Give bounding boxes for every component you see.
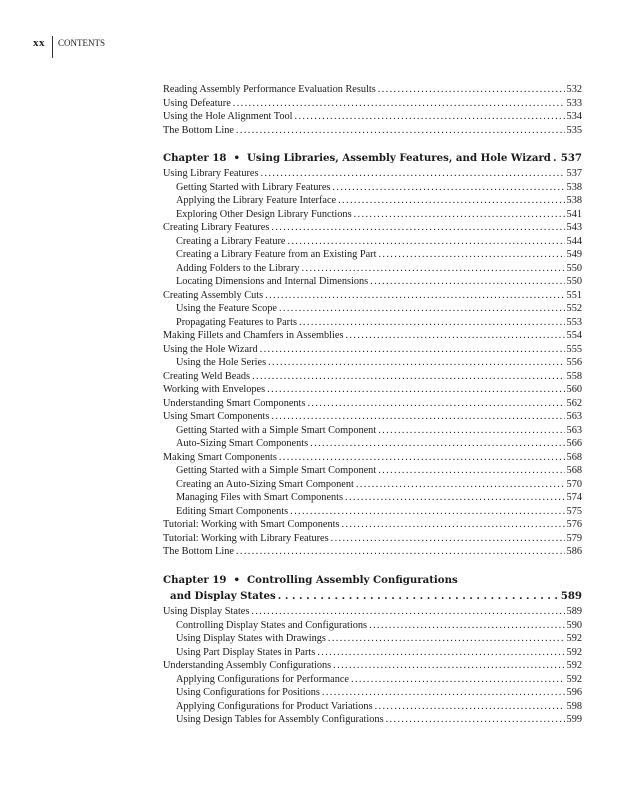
- entry-title: Creating Library Features: [163, 222, 270, 233]
- toc-entry[interactable]: [163, 646, 582, 660]
- toc-entry[interactable]: [163, 410, 582, 424]
- entry-title: Editing Smart Components: [176, 505, 289, 517]
- entry-title: Using Design Tables for Assembly Configurations: [176, 714, 384, 725]
- entry-page: 576: [566, 519, 582, 530]
- toc-entry[interactable]: [163, 451, 582, 465]
- toc-entry[interactable]: [163, 518, 582, 532]
- entry-page: 554: [566, 330, 582, 341]
- entry-title: Making Smart Components: [163, 451, 277, 463]
- dot-leader: [260, 343, 565, 357]
- toc-block-chapter18: [163, 167, 582, 559]
- dot-leader: [279, 451, 565, 465]
- toc-entry[interactable]: [163, 397, 582, 411]
- chapter-label: Chapter 18: [163, 152, 227, 164]
- toc-entry[interactable]: [163, 289, 582, 303]
- entry-page: 533: [566, 97, 582, 109]
- chapter-title-line1: Controlling Assembly Configurations: [247, 574, 458, 586]
- entry-page: 534: [566, 111, 582, 122]
- dot-leader: [356, 478, 565, 492]
- toc-entry[interactable]: [163, 370, 582, 384]
- dot-leader: [290, 505, 564, 519]
- dot-leader: [342, 518, 565, 532]
- entry-title: Creating Weld Beads: [163, 370, 251, 382]
- toc-entry[interactable]: [163, 686, 582, 700]
- entry-page: 563: [566, 424, 582, 436]
- toc-entry[interactable]: [163, 505, 582, 519]
- page-number: xx: [33, 37, 45, 49]
- entry-title: Locating Dimensions and Internal Dimensions: [176, 276, 369, 287]
- entry-page: 555: [566, 343, 582, 355]
- toc-entry[interactable]: [163, 343, 582, 357]
- bullet: •: [233, 574, 241, 586]
- entry-page: 562: [566, 397, 582, 409]
- dot-leader: [553, 150, 559, 166]
- dot-leader: [378, 464, 564, 478]
- entry-title: Getting Started with a Simple Smart Component: [176, 465, 377, 476]
- entry-page: 551: [566, 289, 582, 301]
- toc-entry[interactable]: [163, 659, 582, 673]
- toc-entry[interactable]: [163, 329, 582, 343]
- toc-entry[interactable]: [163, 424, 582, 438]
- entry-title: Exploring Other Design Library Functions: [176, 208, 352, 220]
- dot-leader: [271, 221, 564, 235]
- dot-leader: [302, 262, 565, 276]
- entry-title: Using Configurations for Positions: [176, 687, 320, 698]
- dot-leader: [307, 397, 564, 411]
- dot-leader: [331, 532, 565, 546]
- toc-entry[interactable]: [163, 545, 582, 559]
- entry-title: Applying Configurations for Performance: [176, 673, 350, 685]
- toc-entry[interactable]: [163, 464, 582, 478]
- entry-page: 598: [566, 700, 582, 712]
- entry-title: Applying the Library Feature Interface: [176, 195, 337, 206]
- entry-title: Getting Started with a Simple Smart Component: [176, 424, 377, 436]
- dot-leader: [386, 713, 565, 727]
- entry-page: 590: [566, 619, 582, 631]
- toc-entry[interactable]: [163, 437, 582, 451]
- dot-leader: [251, 605, 564, 619]
- entry-page: 563: [566, 411, 582, 422]
- entry-title: Using the Hole Alignment Tool: [163, 111, 293, 122]
- entry-title: Creating Assembly Cuts: [163, 289, 264, 301]
- entry-page: 570: [566, 478, 582, 490]
- chapter-title: Using Libraries, Assembly Features, and Hole Wizard: [247, 152, 551, 164]
- dot-leader: [310, 437, 564, 451]
- entry-title: Creating a Library Feature: [176, 235, 286, 247]
- toc-entry[interactable]: [163, 605, 582, 619]
- entry-title: Applying Configurations for Product Variations: [176, 700, 373, 712]
- dot-leader: [317, 646, 564, 660]
- entry-page: 535: [566, 124, 582, 136]
- dot-leader: [295, 110, 565, 124]
- entry-title: Understanding Assembly Configurations: [163, 660, 332, 671]
- entry-page: 575: [566, 505, 582, 517]
- entry-title: Managing Files with Smart Components: [176, 492, 344, 503]
- entry-page: 566: [566, 438, 582, 449]
- dot-leader: [233, 97, 565, 111]
- entry-title: Using Display States with Drawings: [176, 633, 326, 644]
- dot-leader: [236, 124, 565, 138]
- entry-title: Using the Hole Wizard: [163, 343, 258, 355]
- entry-title: Using the Feature Scope: [176, 303, 277, 314]
- chapter-page: 589: [560, 590, 582, 602]
- toc-entry[interactable]: [163, 275, 582, 289]
- toc-entry[interactable]: [163, 673, 582, 687]
- entry-title: Adding Folders to the Library: [176, 262, 300, 274]
- entry-title: Tutorial: Working with Smart Components: [163, 519, 340, 530]
- entry-page: 538: [566, 195, 582, 206]
- entry-title: Understanding Smart Components: [163, 397, 306, 409]
- dot-leader: [279, 302, 565, 316]
- toc-entry[interactable]: [163, 356, 582, 370]
- dot-leader: [378, 424, 564, 438]
- entry-title: Using Library Features: [163, 168, 259, 179]
- toc-entry[interactable]: [163, 316, 582, 330]
- entry-page: 550: [566, 276, 582, 287]
- toc-entry[interactable]: [163, 110, 582, 124]
- dot-leader: [299, 316, 565, 330]
- entry-page: 589: [566, 606, 582, 617]
- dot-leader: [378, 83, 565, 97]
- entry-title: Creating a Library Feature from an Existing Part: [176, 249, 377, 260]
- dot-leader: [268, 356, 564, 370]
- entry-page: 592: [566, 646, 582, 658]
- toc-entry[interactable]: [163, 713, 582, 727]
- entry-page: 556: [566, 357, 582, 368]
- entry-title: Creating an Auto-Sizing Smart Component: [176, 478, 354, 490]
- entry-page: 552: [566, 303, 582, 314]
- section-title: CONTENTS: [58, 38, 105, 48]
- entry-title: Getting Started with Library Features: [176, 181, 331, 193]
- toc-entry[interactable]: [163, 478, 582, 492]
- dot-leader: [236, 545, 565, 559]
- entry-title: The Bottom Line: [163, 124, 234, 136]
- toc-entry[interactable]: [163, 383, 582, 397]
- dot-leader: [370, 275, 564, 289]
- dot-leader: [252, 370, 564, 384]
- entry-page: 541: [566, 208, 582, 220]
- toc-entry[interactable]: [163, 97, 582, 111]
- entry-page: 568: [566, 451, 582, 463]
- entry-title: Using the Hole Series: [176, 357, 267, 368]
- entry-page: 592: [566, 633, 582, 644]
- entry-title: Propagating Features to Parts: [176, 316, 297, 328]
- toc-entry[interactable]: [163, 181, 582, 195]
- toc-entry[interactable]: [163, 532, 582, 546]
- toc-entry[interactable]: [163, 491, 582, 505]
- toc-entry[interactable]: [163, 235, 582, 249]
- entry-title: Using Smart Components: [163, 411, 270, 422]
- running-header: [33, 36, 105, 58]
- toc-entry[interactable]: [163, 194, 582, 208]
- entry-page: 592: [566, 660, 582, 671]
- toc-entry[interactable]: [163, 619, 582, 633]
- bullet: •: [233, 152, 241, 164]
- dot-leader: [332, 181, 564, 195]
- dot-leader: [278, 588, 559, 604]
- entry-title: Working with Envelopes: [163, 384, 266, 395]
- chapter-18-heading[interactable]: [163, 150, 582, 166]
- entry-title: Tutorial: Working with Library Features: [163, 532, 329, 544]
- dot-leader: [271, 410, 564, 424]
- toc-entry[interactable]: [163, 632, 582, 646]
- entry-page: 553: [566, 316, 582, 328]
- dot-leader: [328, 632, 565, 646]
- entry-page: 543: [566, 222, 582, 233]
- dot-leader: [354, 208, 565, 222]
- entry-page: 558: [566, 370, 582, 382]
- toc-entry[interactable]: [163, 221, 582, 235]
- dot-leader: [333, 659, 564, 673]
- entry-page: 549: [566, 249, 582, 260]
- chapter-label: Chapter 19: [163, 574, 227, 586]
- entry-page: 544: [566, 235, 582, 247]
- entry-page: 592: [566, 673, 582, 685]
- toc-entry[interactable]: [163, 248, 582, 262]
- dot-leader: [261, 167, 565, 181]
- entry-title: The Bottom Line: [163, 546, 234, 557]
- dot-leader: [369, 619, 564, 633]
- entry-title: Using Defeature: [163, 97, 231, 109]
- chapter-page: 537: [560, 152, 582, 164]
- dot-leader: [345, 491, 565, 505]
- toc-entry[interactable]: [163, 124, 582, 138]
- toc-entry[interactable]: [163, 700, 582, 714]
- entry-page: 574: [566, 492, 582, 503]
- entry-title: Using Part Display States in Parts: [176, 646, 316, 658]
- entry-title: Controlling Display States and Configurations: [176, 619, 368, 631]
- dot-leader: [378, 248, 564, 262]
- toc-entry[interactable]: [163, 83, 582, 97]
- dot-leader: [345, 329, 564, 343]
- toc-entry[interactable]: [163, 208, 582, 222]
- entry-page: 532: [566, 84, 582, 95]
- dot-leader: [351, 673, 565, 687]
- entry-page: 538: [566, 181, 582, 193]
- entry-page: 599: [566, 714, 582, 725]
- entry-title: Making Fillets and Chamfers in Assemblies: [163, 330, 344, 341]
- entry-page: 560: [566, 384, 582, 395]
- dot-leader: [288, 235, 565, 249]
- entry-title: Reading Assembly Performance Evaluation Results: [163, 84, 376, 95]
- entry-page: 550: [566, 262, 582, 274]
- toc-block-chapter19: [163, 605, 582, 727]
- entry-title: Auto-Sizing Smart Components: [176, 438, 309, 449]
- toc-block-chapter17-end: [163, 83, 582, 137]
- toc-entry[interactable]: [163, 167, 582, 181]
- dot-leader: [267, 383, 564, 397]
- entry-page: 579: [566, 532, 582, 544]
- entry-page: 568: [566, 465, 582, 476]
- dot-leader: [338, 194, 564, 208]
- entry-page: 596: [566, 687, 582, 698]
- entry-page: 537: [566, 168, 582, 179]
- dot-leader: [265, 289, 564, 303]
- chapter-title-line2: and Display States: [170, 590, 276, 602]
- toc-entry[interactable]: [163, 302, 582, 316]
- chapter-19-heading[interactable]: [163, 572, 582, 604]
- dot-leader: [322, 686, 565, 700]
- dot-leader: [375, 700, 565, 714]
- entry-page: 586: [566, 546, 582, 557]
- toc-entry[interactable]: [163, 262, 582, 276]
- entry-title: Using Display States: [163, 606, 250, 617]
